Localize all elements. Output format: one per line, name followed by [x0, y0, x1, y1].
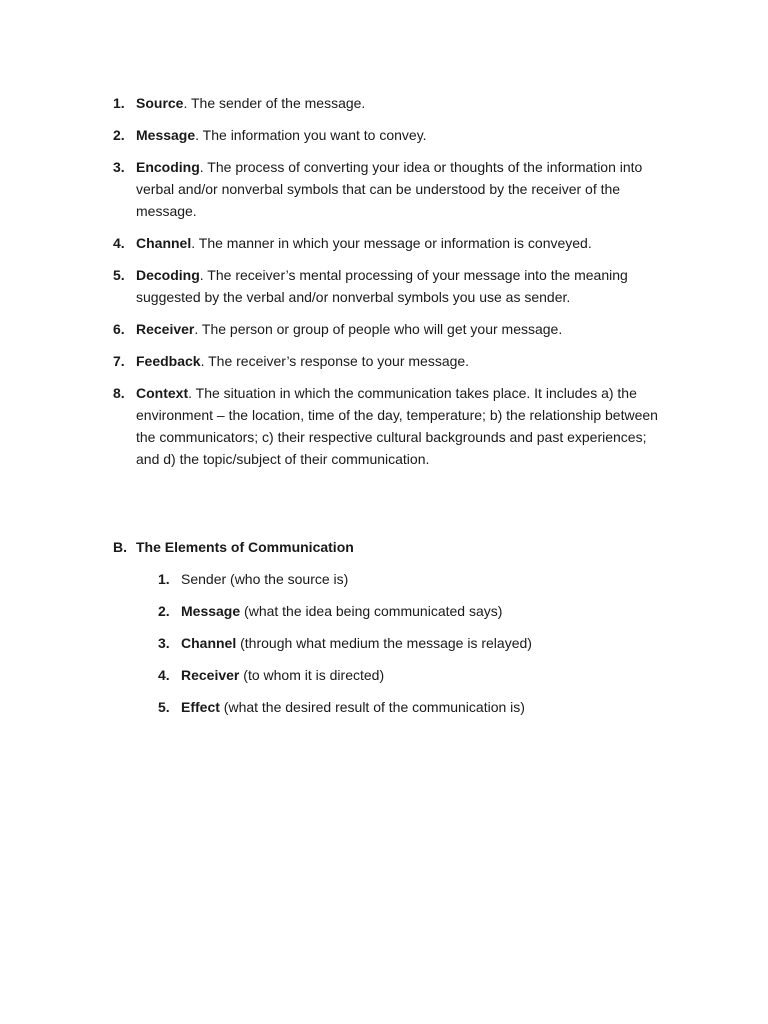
- section-letter: B.: [113, 539, 127, 555]
- item-number: 5.: [113, 267, 125, 283]
- item-number: 3.: [158, 635, 170, 651]
- item-number: 7.: [113, 353, 125, 369]
- list-item: [113, 264, 673, 308]
- item-term: Channel: [136, 235, 192, 251]
- item-term: Message: [136, 127, 196, 143]
- item-text: (through what medium the message is relayed): [236, 635, 532, 651]
- item-term: Decoding: [136, 267, 200, 283]
- list-item: [158, 632, 658, 654]
- elements-section: [113, 536, 673, 728]
- item-text: . The process of converting your idea or thoughts of the information into verbal and/or nonverbal symbols that can be understood by the receiver of the message.: [136, 159, 643, 219]
- item-number: 1.: [158, 571, 170, 587]
- list-item: [113, 350, 673, 372]
- item-term: Receiver: [136, 321, 195, 337]
- item-term: Channel: [181, 635, 237, 651]
- definitions-list: [113, 92, 673, 480]
- item-text: Sender (who the source is): [181, 571, 349, 587]
- item-term: Message: [181, 603, 241, 619]
- item-term: Feedback: [136, 353, 201, 369]
- item-number: 5.: [158, 699, 170, 715]
- list-item: [113, 232, 673, 254]
- list-item: [113, 382, 673, 470]
- item-text: . The manner in which your message or information is conveyed.: [191, 235, 592, 251]
- list-item: [113, 124, 673, 146]
- elements-list: [158, 568, 658, 718]
- item-number: 2.: [113, 127, 125, 143]
- item-text: (to whom it is directed): [239, 667, 385, 683]
- item-number: 4.: [158, 667, 170, 683]
- list-item: [158, 696, 658, 718]
- item-term: Context: [136, 385, 189, 401]
- item-term: Receiver: [181, 667, 240, 683]
- item-text: (what the desired result of the communication is): [219, 699, 525, 715]
- item-text: . The information you want to convey.: [195, 127, 427, 143]
- item-number: 6.: [113, 321, 125, 337]
- item-text: . The receiver’s mental processing of your message into the meaning suggested by the verbal and/or nonverbal symbols you use as sender.: [136, 267, 628, 305]
- item-text: . The person or group of people who will get your message.: [194, 321, 563, 337]
- list-item: [113, 156, 673, 222]
- list-item: [158, 664, 658, 686]
- list-item: [158, 568, 658, 590]
- section-heading: [113, 536, 673, 558]
- item-number: 2.: [158, 603, 170, 619]
- item-text: . The receiver’s response to your message.: [200, 353, 470, 369]
- item-text: (what the idea being communicated says): [240, 603, 503, 619]
- list-item: [158, 600, 658, 622]
- section-title: The Elements of Communication: [136, 539, 354, 555]
- item-number: 3.: [113, 159, 125, 175]
- item-term: Encoding: [136, 159, 200, 175]
- item-number: 8.: [113, 385, 125, 401]
- item-number: 4.: [113, 235, 125, 251]
- item-term: Effect: [181, 699, 220, 715]
- item-number: 1.: [113, 95, 125, 111]
- list-item: [113, 92, 673, 114]
- item-text: . The sender of the message.: [183, 95, 366, 111]
- item-text: . The situation in which the communication takes place. It includes a) the environment – the location, time of the day, temperature; b) the relationship between the communicators; c) their respective cultural backgrounds and past experiences; and d) the topic/subject of their communication.: [136, 385, 658, 467]
- list-item: [113, 318, 673, 340]
- item-term: Source: [136, 95, 184, 111]
